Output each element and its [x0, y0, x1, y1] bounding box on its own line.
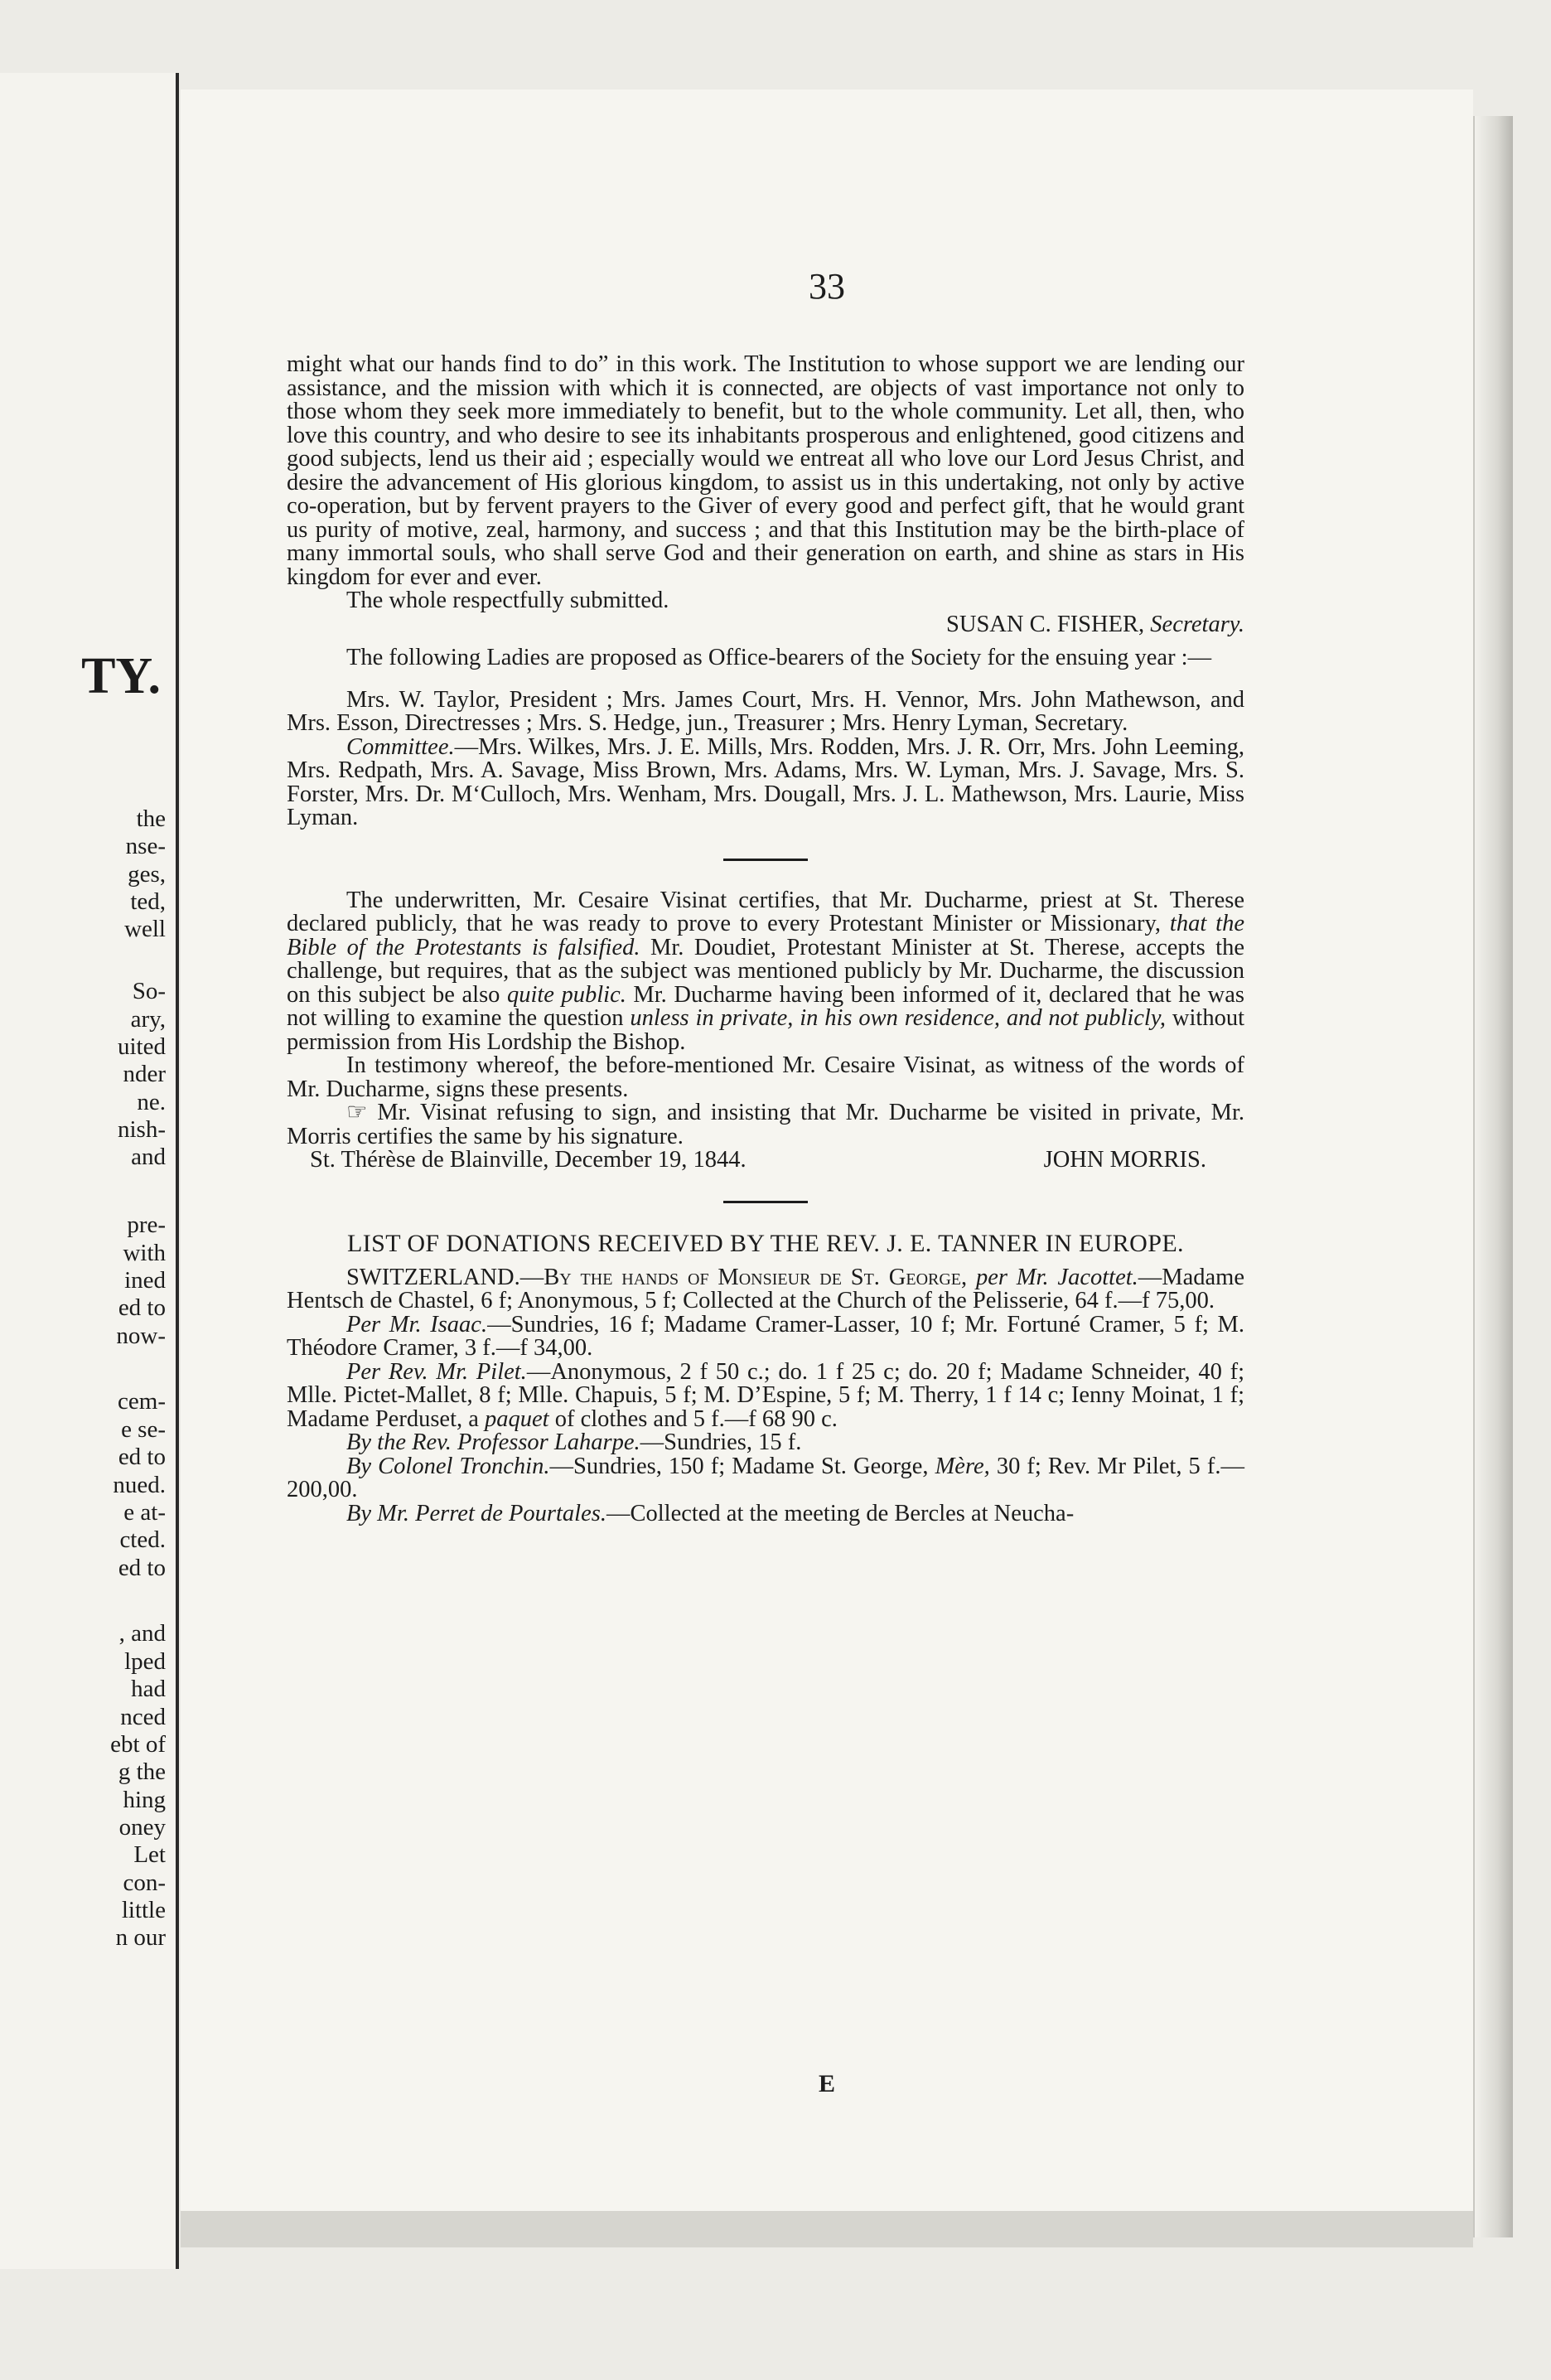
- facing-page-line-fragment: nish-: [118, 1116, 166, 1143]
- cert-text: The underwritten, Mr. Cesaire Visinat certifies, that Mr. Ducharme, priest at St. Therese declared publicly, that he was ready to prove to every Protestant Minister or Missionary,: [287, 887, 1244, 936]
- facing-page-heading-fragment: TY.: [81, 648, 161, 704]
- certificate-paragraph: [287, 889, 1244, 1055]
- report-paragraph: might what our hands find to do” in this work. The Institution to whose support we are lending our assistance, and the mission with which it is connected, are objects of vast importance not only to those whom they seek more immediately to benefit, but to the whole community. Let all, then, who love this country, and who desire to see its inhabitants prosperous and enlightened, good citizens and good subjects, lend us their aid ; especially would we entreat all who love our Lord Jesus Christ, and desire the advancement of His glorious kingdom, to assist us in this undertaking, not only by active co-operation, but by fervent prayers to the Giver of every good and perfect gift, that he would grant us purity of motive, zeal, harmony, and success ; and that this Institution may be the birth-place of many immortal souls, who shall serve God and their generation on earth, and shine as stars in His kingdom for ever and ever.: [287, 351, 1244, 590]
- facing-page-line-fragment: ted,: [130, 888, 166, 915]
- committee-label: Committee.: [346, 733, 455, 760]
- facing-page: [0, 73, 179, 2269]
- testimony-paragraph: In testimony whereof, the before-mentioned Mr. Cesaire Visinat, as witness of the words of Mr. Ducharme, signs these presents.: [287, 1052, 1244, 1102]
- donor-label: By Mr. Perret de Pourtales.: [346, 1500, 606, 1526]
- facing-page-line-fragment: lped: [124, 1648, 166, 1675]
- facing-page-line-fragment: nced: [120, 1704, 166, 1730]
- donation-text: —Madame Hentsch de Chastel, 6 f; Anonymous, 5 f; Collected at the Church of the Pelisserie, 64 f.—f 75,00.: [287, 1264, 1244, 1313]
- dateline: St. Thérèse de Blainville, December 19, 1844.: [310, 1147, 747, 1173]
- country-label: SWITZERLAND.: [346, 1264, 520, 1290]
- cert-emphasis: quite public.: [506, 981, 626, 1008]
- cert-text: Mr. Doudiet, Protestant Minister at St. Therese, accepts the challenge, but requires, that as the subject was mentioned publicly by Mr. Ducharme, the discussion on this subject be also: [287, 934, 1244, 1008]
- facing-page-line-fragment: ne.: [137, 1089, 166, 1115]
- secretary-title: Secretary.: [1150, 611, 1244, 637]
- section-rule: [723, 1201, 808, 1203]
- facing-page-line-fragment: nued.: [113, 1472, 166, 1498]
- donation-text: of clothes and 5 f.—f 68 90 c.: [548, 1405, 838, 1432]
- dateline-row: [287, 1149, 1244, 1173]
- facing-page-line-fragment: , and: [118, 1620, 166, 1647]
- committee-paragraph: [287, 733, 1244, 830]
- secretary-name: SUSAN C. FISHER,: [946, 611, 1145, 637]
- facing-page-line-fragment: had: [131, 1676, 166, 1702]
- facing-page-line-fragment: now-: [116, 1323, 166, 1349]
- section-rule: [723, 859, 808, 861]
- page-edge: [1473, 116, 1513, 2237]
- laharpe-entry: [287, 1431, 1244, 1455]
- facing-page-line-fragment: pre-: [127, 1212, 166, 1238]
- facing-page-line-fragment: ebt of: [110, 1731, 166, 1758]
- facing-page-line-fragment: cted.: [119, 1526, 166, 1553]
- cert-text: without permission from His Lordship the Bishop.: [287, 1005, 1245, 1055]
- donor-label: Per Rev. Mr. Pilet.: [346, 1358, 527, 1385]
- secretary-signature: [287, 613, 1244, 637]
- submitted-line: The whole respectfully submitted.: [346, 588, 669, 613]
- facing-page-line-fragment: little: [121, 1897, 166, 1923]
- facing-page-line-fragment: ed to: [118, 1555, 166, 1581]
- committee-list: —Mrs. Wilkes, Mrs. J. E. Mills, Mrs. Rodden, Mrs. J. R. Orr, Mrs. John Leeming, Mrs. Redpath, Mrs. A. Savage, Miss Brown, Mrs. Adams, Mrs. W. Lyman, Mrs. J. Savage, Mrs. S. Forster, Mrs. Dr. M‘Culloch, Mrs. Wenham, Mrs. Dougall, Mrs. J. L. Mathewson, Mrs. Laurie, Miss Lyman.: [287, 733, 1244, 830]
- facing-page-line-fragment: n our: [115, 1924, 166, 1951]
- page-number: 33: [809, 266, 845, 307]
- donation-emphasis: paquet: [485, 1405, 549, 1432]
- donation-text: —Sundries, 150 f; Madame St. George,: [549, 1453, 935, 1479]
- donation-text: —Sundries, 15 f.: [640, 1429, 802, 1455]
- facing-page-line-fragment: oney: [118, 1814, 166, 1841]
- donation-text: —Sundries, 16 f; Madame Cramer-Lasser, 10 f; Mr. Fortuné Cramer, 5 f; M. Théodore Cramer, 3 f.—f 34,00.: [287, 1311, 1244, 1361]
- facing-page-line-fragment: nse-: [125, 833, 166, 859]
- switzerland-entry: [287, 1266, 1244, 1313]
- facing-page-line-fragment: ary,: [130, 1006, 166, 1033]
- donor-label: By the Rev. Professor Laharpe.: [346, 1429, 640, 1455]
- donor-label: By Colonel Tronchin.: [346, 1453, 550, 1479]
- facing-page-line-fragment: uited: [118, 1033, 166, 1060]
- facing-page-line-fragment: Let: [133, 1841, 166, 1868]
- facing-page-line-fragment: ges,: [128, 861, 166, 888]
- per-label: per Mr. Jacottet.: [967, 1264, 1138, 1290]
- donor-label: Per Mr. Isaac.: [346, 1311, 488, 1338]
- donation-text: 30 f; Rev. Mr Pilet, 5 f.—200,00.: [287, 1453, 1244, 1502]
- cert-emphasis: unless in private, in his own residence, and not publicly,: [630, 1005, 1167, 1031]
- facing-page-line-fragment: cem-: [118, 1388, 166, 1415]
- pourtales-entry: [287, 1502, 1244, 1526]
- officers-list: Mrs. W. Taylor, President ; Mrs. James Court, Mrs. H. Vennor, Mrs. John Mathewson, and Mrs. Esson, Directresses ; Mrs. S. Hedge, jun., Treasurer ; Mrs. Henry Lyman, Secretary.: [287, 686, 1244, 736]
- spacer: [287, 670, 1244, 689]
- officers-intro: The following Ladies are proposed as Office-bearers of the Society for the ensuing year :—: [346, 645, 1212, 670]
- donation-emphasis: Mère,: [935, 1453, 990, 1479]
- facing-page-line-fragment: the: [136, 805, 166, 832]
- cert-emphasis: that the Bible of the Protestants is falsified.: [287, 911, 1244, 960]
- facing-page-line-fragment: con-: [123, 1870, 166, 1896]
- tronchin-entry: [287, 1455, 1244, 1502]
- facing-page-line-fragment: and: [131, 1144, 166, 1170]
- signature-mark: E: [818, 2070, 835, 2097]
- facing-page-line-fragment: ed to: [118, 1444, 166, 1470]
- donations-heading: LIST OF DONATIONS RECEIVED BY THE REV. J. E. TANNER IN EUROPE.: [347, 1229, 1184, 1257]
- facing-page-line-fragment: So-: [132, 978, 166, 1004]
- facing-page-line-fragment: e at-: [123, 1499, 166, 1526]
- donation-text: —Anonymous, 2 f 50 c.; do. 1 f 25 c; do. 20 f; Madame Schneider, 40 f; Mlle. Pictet-Mallet, 8 f; Mlle. Chapuis, 5 f; M. D’Espine, 5 f; M. Therry, 1 f 14 c; Ienny Moinat, 1 f; Madame Perduset, a: [287, 1358, 1244, 1432]
- facing-page-line-fragment: ined: [124, 1267, 166, 1294]
- isaac-entry: [287, 1313, 1244, 1361]
- signer-name: JOHN MORRIS.: [1043, 1147, 1206, 1173]
- cert-text: Mr. Ducharme having been informed of it, declared that he was not willing to examine the question: [287, 981, 1244, 1031]
- facing-page-line-fragment: hing: [123, 1787, 166, 1813]
- pilet-entry: [287, 1358, 1244, 1432]
- facing-page-line-fragment: e se-: [121, 1416, 166, 1443]
- facing-page-line-fragment: g the: [118, 1758, 166, 1785]
- facing-page-line-fragment: nder: [123, 1061, 166, 1087]
- facing-page-line-fragment: ed to: [118, 1294, 166, 1321]
- refusal-paragraph: ☞ Mr. Visinat refusing to sign, and insisting that Mr. Ducharme be visited in private, Mr. Morris certifies the same by his signature.: [287, 1100, 1244, 1149]
- book-page: [181, 89, 1473, 2211]
- donation-text: —Collected at the meeting de Bercles at Neucha-: [606, 1500, 1075, 1526]
- facing-page-line-fragment: with: [123, 1240, 166, 1266]
- page-content: [287, 353, 1244, 1526]
- by-hands-label: —By the hands of Monsieur de St. George,: [519, 1264, 968, 1290]
- facing-page-line-fragment: well: [124, 916, 166, 942]
